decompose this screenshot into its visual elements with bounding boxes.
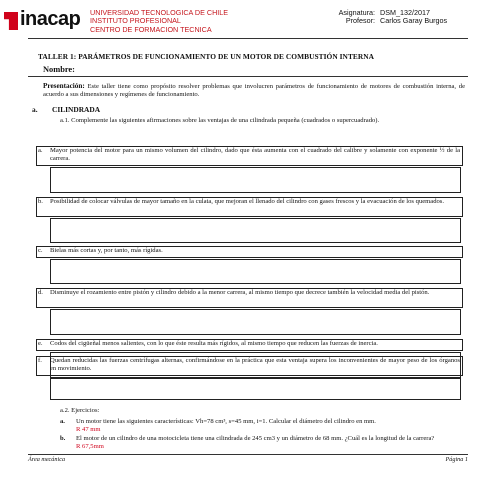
section-title: CILINDRADA	[52, 105, 101, 114]
exercise-answer: R 47 mm	[76, 426, 101, 434]
course-info	[319, 9, 447, 26]
statement-text: Codos del cigüeñal menos salientes, con lo que éste resulta más rígidos, al mismo tiempo que reducen las fuerzas de inercia.	[50, 340, 378, 347]
exercise-text: Un motor tiene las siguientes características: Vh=78 cm³, s=45 mm, i=1. Calcular el diámetro del cilindro en mm.	[76, 418, 376, 425]
statement-letter: b.	[38, 198, 43, 205]
footer-page-number: Página 1	[445, 456, 468, 463]
statement-text: Mayor potencia del motor para un mismo volumen del cilindro, dado que ésta aumenta con el cuadrado del calibre y solamente con exponente ½ de la carrera.	[50, 147, 460, 163]
statement-text: Posibilidad de colocar válvulas de mayor tamaño en la culata, que mejoran el llenado del cilindro con gases frescos y la evacuación de los quemados.	[50, 198, 445, 205]
institution-line: INSTITUTO PROFESIONAL	[90, 16, 181, 26]
statement-letter: f.	[38, 357, 42, 364]
answer-box-c[interactable]	[50, 259, 461, 284]
section-heading	[32, 105, 100, 114]
answer-box-b[interactable]	[50, 218, 461, 243]
logo-mark-icon	[4, 12, 18, 30]
presentation-text: Este taller tiene como propósito resolver problemas que involucren parámetros de funcionamiento de motores de combustión interna, de acuerdo a sus dimensiones y regímenes de funcionamiento.	[43, 83, 466, 99]
logo-wordmark: inacap	[20, 8, 81, 30]
statement-text: Disminuye el rozamiento entre pistón y cilindro debido a la menor carrera, al mismo tiempo que decrece también la velocidad media del pistón.	[50, 289, 430, 296]
statement-text: Bielas más cortas y, por tanto, más rígidas.	[50, 247, 163, 254]
document-title: TALLER 1: PARÁMETROS DE FUNCIONAMIENTO DE UN MOTOR DE COMBUSTIÓN INTERNA	[38, 52, 375, 61]
exercise-text: El motor de un cilindro de una motocicleta tiene una cilindrada de 245 cm3 y un diámetro de 68 mm. ¿Cuál es la longitud de la carrera?	[76, 435, 435, 442]
asignatura-value: DSM_132/2017	[380, 8, 430, 17]
statement-letter: a.	[38, 147, 43, 154]
exercise-letter: b.	[60, 435, 66, 442]
institution-line: UNIVERSIDAD TECNOLOGICA DE CHILE	[90, 8, 229, 17]
statement-text: Quedan reducidas las fuerzas centrífugas alternas, confirmándose en la práctica que esta ventaja supera los inconvenientes de mayor peso de los órganos en movimiento.	[50, 357, 460, 373]
instruction-a2: a.2. Ejercicios:	[60, 407, 100, 414]
footer-area: Área mecánica	[28, 456, 66, 463]
institution-line: CENTRO DE FORMACION TECNICA	[90, 24, 212, 34]
statement-letter: c.	[38, 247, 43, 254]
section-letter: a.	[32, 105, 38, 114]
institution-block	[90, 9, 228, 34]
nombre-underline	[28, 76, 468, 77]
profesor-label: Profesor:	[345, 16, 375, 26]
exercise-letter: a.	[60, 418, 65, 425]
statement-letter: d.	[38, 289, 43, 296]
header-divider	[28, 38, 468, 39]
footer-divider	[28, 454, 468, 455]
statement-letter: e.	[38, 340, 43, 347]
answer-box-d[interactable]	[50, 309, 461, 335]
answer-box-a[interactable]	[50, 167, 461, 193]
nombre-label: Nombre:	[43, 65, 75, 74]
asignatura-label: Asignatura:	[338, 8, 375, 17]
profesor-value: Carlos Garay Burgos	[380, 16, 448, 26]
answer-box-f[interactable]	[50, 377, 461, 400]
exercise-answer: R 67,5mm	[76, 443, 104, 451]
inacap-logo	[4, 9, 96, 33]
presentation-label: Presentación:	[43, 82, 85, 90]
instruction-a1: a.1. Complemente las siguientes afirmaciones sobre las ventajas de una cilindrada pequeña (cuadrados o supercuadrado).	[60, 117, 380, 124]
presentation-paragraph	[43, 82, 465, 99]
